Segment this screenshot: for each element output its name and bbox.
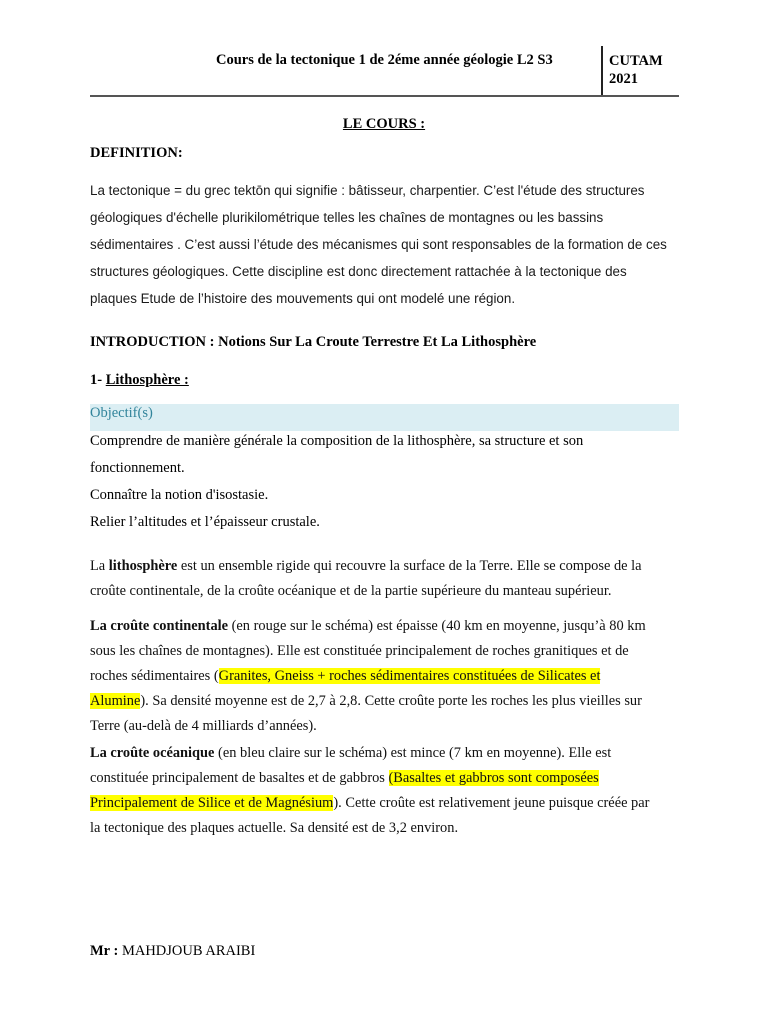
lithosphere-heading-number: 1- xyxy=(90,372,106,388)
objectif-item: Connaître la notion d'isostasie. xyxy=(90,487,269,503)
lithosphere-heading xyxy=(90,372,189,389)
header-year: 2021 xyxy=(609,71,638,87)
section-title: LE COURS : xyxy=(342,116,426,132)
definition-line: sédimentaires . C’est aussi l’étude des mécanismes qui sont responsables de la formation de ces xyxy=(90,237,667,252)
continental-crust-paragraph xyxy=(90,614,682,739)
text-run: constituée principalement de basaltes et de gabbros xyxy=(90,770,389,786)
text-run: ). Sa densité moyenne est de 2,7 à 2,8. Cette croûte porte les roches les plus vieilles sur xyxy=(140,693,642,709)
text-line: la tectonique des plaques actuelle. Sa densité est de 3,2 environ. xyxy=(90,820,459,836)
lithosphere-term: lithosphère xyxy=(108,558,178,574)
text-run: (en rouge sur le schéma) est épaisse (40 km en moyenne, jusqu’à 80 km xyxy=(228,618,646,634)
text-run: ). Cette croûte est relativement jeune puisque créée par xyxy=(333,795,650,811)
document-header-title: Cours de la tectonique 1 de 2éme année géologie L2 S3 xyxy=(216,52,553,68)
text-line: Terre (au-delà de 4 milliards d’années). xyxy=(90,718,317,734)
objectifs-banner xyxy=(90,404,679,431)
text-line: sous les chaînes de montagnes). Elle est constituée principalement de roches granitiques et de xyxy=(90,643,629,659)
header-rule xyxy=(90,95,679,97)
header-institution-name: CUTAM xyxy=(609,53,663,69)
definition-line: La tectonique = du grec tektōn qui signifie : bâtisseur, charpentier. C’est l'étude des structures xyxy=(90,183,645,198)
objectif-item: fonctionnement. xyxy=(90,460,185,476)
objectif-item: Relier l’altitudes et l’épaisseur crustale. xyxy=(90,514,320,530)
lithosphere-paragraph xyxy=(90,554,682,604)
text-line: croûte continentale, de la croûte océanique et de la partie supérieure du manteau supérieur. xyxy=(90,583,612,599)
objectifs-label: Objectif(s) xyxy=(90,405,153,421)
definition-heading: DEFINITION: xyxy=(90,145,183,161)
objectifs-list xyxy=(90,428,583,536)
oceanic-crust-paragraph xyxy=(90,741,682,841)
highlighted-text: Granites, Gneiss + roches sédimentaires constituées de Silicates et xyxy=(218,668,601,684)
introduction-heading: INTRODUCTION : Notions Sur La Croute Terrestre Et La Lithosphère xyxy=(90,334,537,350)
oceanic-crust-term: La croûte océanique xyxy=(90,745,215,761)
text-run: est un ensemble rigide qui recouvre la surface de la Terre. Elle se compose de la xyxy=(177,558,642,574)
definition-paragraph xyxy=(90,177,680,312)
text-run: roches sédimentaires ( xyxy=(90,668,219,684)
author-name: MAHDJOUB ARAIBI xyxy=(118,943,256,959)
lithosphere-heading-label: Lithosphère : xyxy=(105,372,189,388)
definition-line: plaques Etude de l’histoire des mouvements qui ont modelé une région. xyxy=(90,291,516,306)
author-footer xyxy=(90,943,255,960)
highlighted-text: (Basaltes et gabbros sont composées xyxy=(388,770,599,786)
text-run: (en bleu claire sur le schéma) est mince (7 km en moyenne). Elle est xyxy=(214,745,612,761)
definition-line: géologiques d'échelle plurikilométrique telles les chaînes de montagnes ou les bassins xyxy=(90,210,604,225)
text-run: La xyxy=(90,558,109,574)
header-institution xyxy=(609,52,663,88)
objectif-item: Comprendre de manière générale la composition de la lithosphère, sa structure et son xyxy=(90,433,584,449)
definition-line: structures géologiques. Cette discipline est donc directement rattachée à la tectonique des xyxy=(90,264,627,279)
highlighted-text: Principalement de Silice et de Magnésium xyxy=(90,795,334,811)
highlighted-text: Alumine xyxy=(90,693,141,709)
header-divider xyxy=(601,46,603,96)
continental-crust-term: La croûte continentale xyxy=(90,618,229,634)
author-label: Mr : xyxy=(90,943,119,959)
